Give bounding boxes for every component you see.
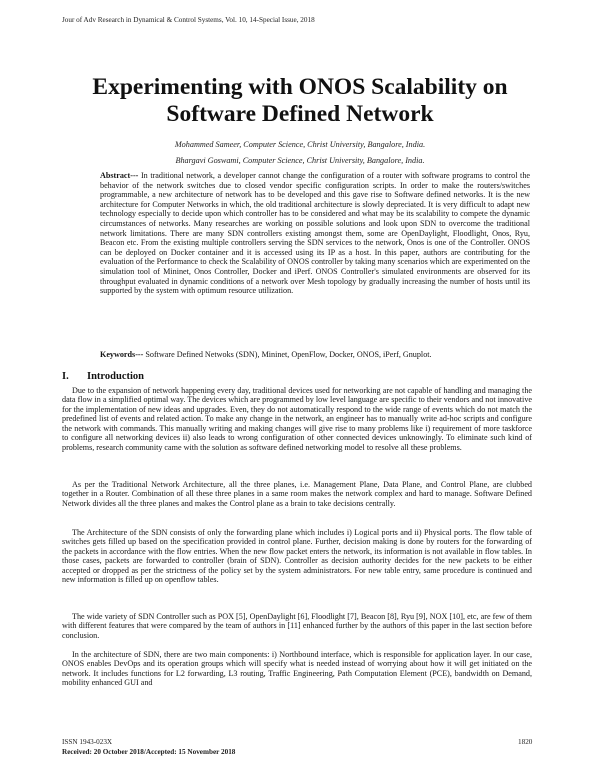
title-line-2: Software Defined Network (166, 101, 434, 127)
intro-paragraph-4: The wide variety of SDN Controller such as POX [5], OpenDaylight [6], Floodlight [7], Beacon [8], Ryu [9], NOX [10], etc, are few of them with different features that were compared by the team of authors in [11] enhanced further by the authors of this paper in the last section before conclusion. (62, 612, 532, 640)
intro-paragraph-5: In the architecture of SDN, there are two main components: i) Northbound interface, which is responsible for application layer. In our case, ONOS enables DevOps and its operation groups which will specify what is needed instead of worrying about how it will get initiated on the network. It includes functions for L2 forwarding, L3 routing, Traffic Engineering, Path Computation Element (PCE), bandwidth on Demand, mobility enhanced GUI and (62, 650, 532, 688)
paper-title (40, 74, 560, 128)
section-title: Introduction (87, 371, 144, 382)
keywords (100, 350, 530, 360)
intro-paragraph-1: Due to the expansion of network happening every day, traditional devices used for networking are not capable of handling and managing the data flow in a simplified optimal way. The devices which are programmed by low level language are specific to their vendors and not innovative for the implementation of new ideas and upgrades. Even, they do not automatically respond to the wide range of events which do not match the predefined list of events and related action. To make any change in the network, an engineer has to manually write ad-hoc scripts and configure the network with commands. This manually writing and making changes will give rise to many problems like i) requirement of more taskforce to configure all networking devices ii) also leads to wrong configuration of other connected devices unknowingly. To eliminate such kind of problems, research community came with the solution as software defined networking model to resolve all these problems. (62, 386, 532, 452)
author-1: Mohammed Sameer, Computer Science, Christ University, Bangalore, India. (174, 140, 426, 149)
footer-issn: ISSN 1943-023X (62, 738, 113, 746)
abstract (100, 171, 530, 296)
section-heading (62, 371, 144, 382)
section-number: I. (62, 371, 69, 382)
intro-paragraph-2: As per the Traditional Network Architecture, all the three planes, i.e. Management Plane, Data Plane, and Control Plane, are clubbed together in a Router. Combination of all these three planes in a same room makes the network complex and hard to manage. Software Defined Network divides all the three planes and makes the Control plane as a brain to take decisions centrally. (62, 480, 532, 508)
author-2: Bhargavi Goswami, Computer Science, Christ University, Bangalore, India. (175, 156, 425, 165)
keywords-text: Software Defined Netwoks (SDN), Mininet, OpenFlow, Docker, ONOS, iPerf, Gnuplot. (143, 350, 432, 359)
page-number: 1820 (518, 738, 533, 746)
title-line-1: Experimenting with ONOS Scalability on (92, 74, 508, 100)
running-header: Jour of Adv Research in Dynamical & Control Systems, Vol. 10, 14-Special Issue, 2018 (62, 16, 315, 24)
keywords-label: Keywords--- (100, 350, 144, 359)
abstract-label: Abstract--- (100, 171, 139, 180)
footer-received-date: Received: 20 October 2018/Accepted: 15 November 2018 (62, 748, 236, 756)
intro-paragraph-3: The Architecture of the SDN consists of only the forwarding plane which includes i) Logical ports and ii) Physical ports. The flow table of switches gets filled up based on the specification provided in control plane. Further, decision making is done by routers for the forwarding of the packets in accordance with the flow entries. When the new flow packet enters the network, its information is not available in flow tables. In those cases, packets are forwarded to controller (brain of SDN). Controller as decision authority decides for the new packets to be either accepted or dropped as per the strictness of the policy set by the system administrators. For new table entry, same procedure is continued and new information is filled up on openflow tables. (62, 528, 532, 585)
abstract-text: In traditional network, a developer cannot change the configuration of a router with software programs to control the behavior of the network switches due to closed vendor specific configuration scripts. In order to make the routers/switches programmable, a new architecture of network has to be developed and this gave rise to Software defined networks. It is the new architecture for Computer Networks in which, the old traditional architecture is slowly depreciated. It is very difficult to adapt new technology especially to decide upon which controller has to be considered and what may be its scalability to compete the dynamic circumstances of networks. Many researches are working on possible solutions and look upon SDN to overcome the traditional network limitations. There are many SDN controllers existing amongst them, some are OpenDaylight, Floodlight, Onos, Ryu, Beacon etc. From the existing multiple controllers serving the SDN services to the network, Onos is one of the Controller. ONOS can be deployed on Docker container and it is accessed using its IP as a host. In this paper, authors are contributing for the evaluation of the Performance to check the Scalability of ONOS controller by taking many scenarios which are experimented on the simulation tool of Mininet, Onos Controller, Docker and iPerf. ONOS Controller's simulated environments are observed for its throughput evaluated in dynamic conditions of a network over Mesh topology by gradually increasing the number of hosts until its supported by the system with optimum resource utilization. (100, 171, 530, 296)
